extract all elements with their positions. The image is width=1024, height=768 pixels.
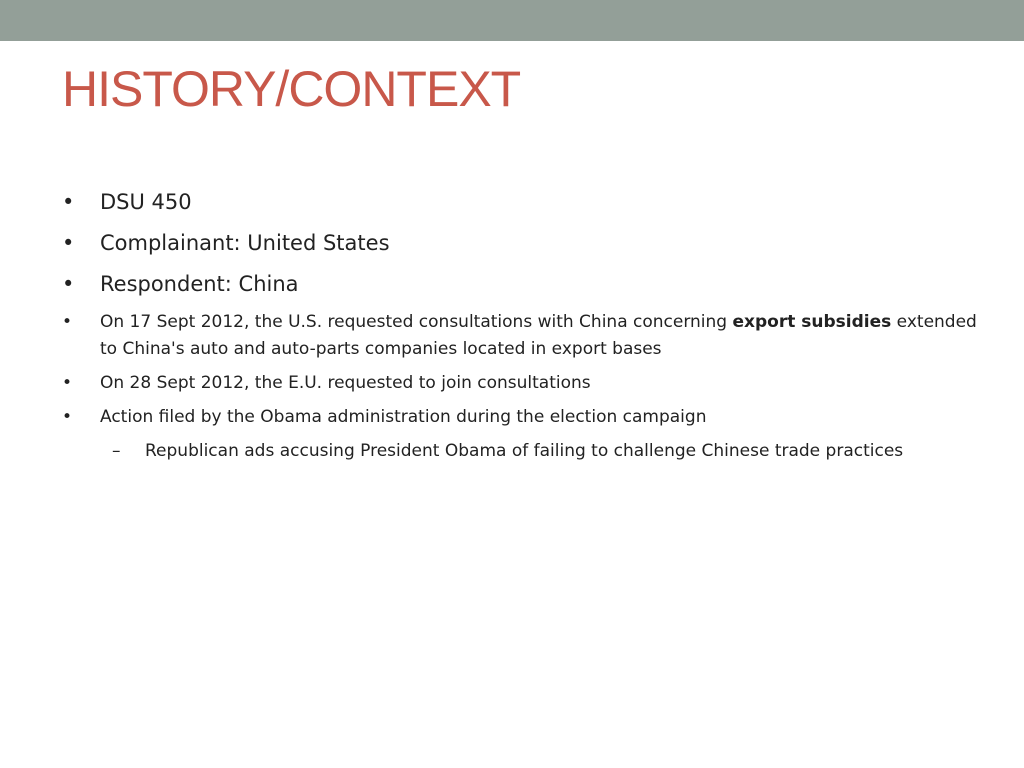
bullet-text: Complainant: United States <box>100 231 390 255</box>
bullet-text: DSU 450 <box>100 190 192 214</box>
bullet-marker: • <box>62 312 73 332</box>
bullet-item-complainant <box>62 227 982 259</box>
sub-bullet-item-republican-ads <box>112 438 982 465</box>
bullet-text: On 28 Sept 2012, the E.U. requested to join consultations <box>100 373 591 393</box>
bullet-text: Action filed by the Obama administration during the election campaign <box>100 407 707 427</box>
bullet-marker: • <box>62 272 75 296</box>
bullet-item-respondent <box>62 268 982 300</box>
bullet-list <box>62 186 982 465</box>
bullet-bold-text: export subsidies <box>732 312 892 332</box>
top-bar <box>0 0 1024 41</box>
bullet-marker: • <box>62 373 73 393</box>
sub-bullet-text: Republican ads accusing President Obama of failing to challenge Chinese trade practices <box>145 441 904 461</box>
sub-bullet-marker: – <box>112 441 121 461</box>
bullet-item-us-consultations <box>62 309 982 363</box>
slide-title: HISTORY/CONTEXT <box>62 61 521 117</box>
bullet-marker: • <box>62 190 75 214</box>
bullet-text: Respondent: China <box>100 272 299 296</box>
bullet-item-eu-join <box>62 370 982 397</box>
bullet-item-action-filed <box>62 404 982 431</box>
bullet-marker: • <box>62 231 75 255</box>
bullet-item-dsu <box>62 186 982 218</box>
bullet-text-after: extended to China's auto and auto-parts companies located in export bases <box>100 312 977 359</box>
bullet-marker: • <box>62 407 73 427</box>
bullet-text-before: On 17 Sept 2012, the U.S. requested consultations with China concerning <box>100 312 733 332</box>
